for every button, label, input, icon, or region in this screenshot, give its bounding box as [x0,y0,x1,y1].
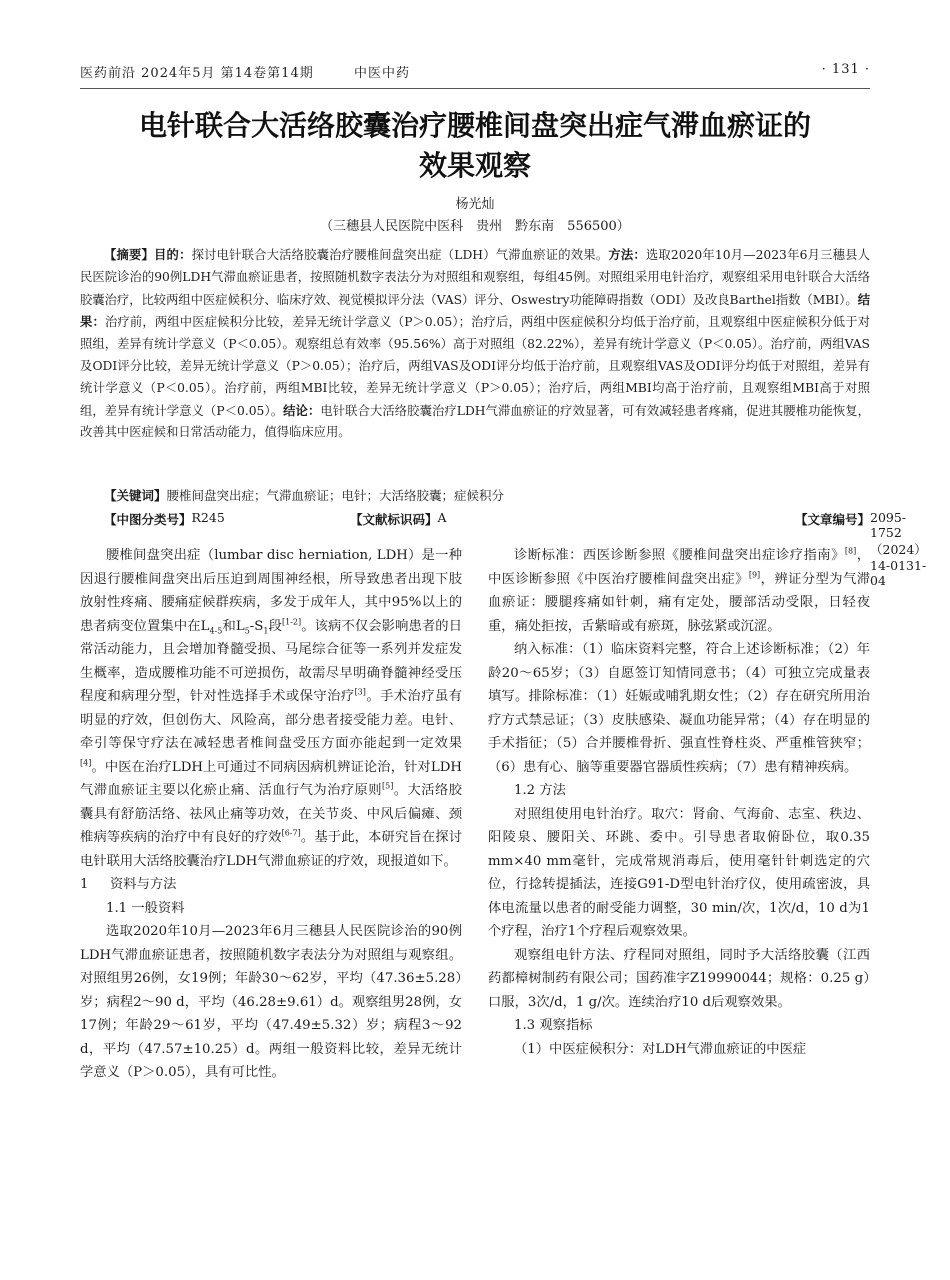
observation-method-paragraph: 观察组电针方法、疗程同对照组，同时予大活络胶囊（江西药都樟树制药有限公司；国药准字Z19990044；规格：0.25 g）口服，3次/d，1 g/次。连续治疗10 d后观察效果。 [488,947,870,1010]
classification-row [80,510,927,588]
doc-value: A [437,510,447,525]
header-rule [80,88,870,89]
clc-code [104,510,225,528]
abstract-results: 治疗前，两组中医症候积分比较，差异无统计学意义（P＞0.05）；治疗后，两组中医症候积分均低于治疗前，且观察组中医症候积分低于对照组，差异有统计学意义（P＜0.05）。观察组总有效率（95.56%）高于对照组（82.22%），差异有统计学意义（P＜0.05）。治疗前，两组VAS及ODI评分比较，差异无统计学意义（P＞0.05）；治疗后，两组VAS及ODI评分均低于治疗前，且观察组VAS及ODI评分均低于对照组，差异有统计学意义（P＜0.05）。治疗前，两组MBI比较，差异无统计学意义（P＞0.05）；治疗后，两组MBI均高于治疗前，且观察组MBI高于对照组，差异有统计学意义（P＜0.05）。 [80,315,870,418]
diagnosis-paragraph: 诊断标准：西医诊断参照《腰椎间盘突出症诊疗指南》[8]，中医诊断参照《中医治疗腰椎间盘突出症》[9]，辨证分型为气滞血瘀证：腰腿疼痛如针刺，痛有定处，腰部活动受限，日轻夜重，痛处拒按，舌紫暗或有瘀斑，脉弦紧或沉涩。 [488,546,871,634]
citation: [6-7] [281,828,301,838]
abstract-label: 【摘要】 [104,247,155,262]
abstract-conclusion: 电针联合大活络胶囊治疗LDH气滞血瘀证的疗效显著，可有效减轻患者疼痛，促进其腰椎功能恢复，改善其中医症候和日常活动能力，值得临床应用。 [80,403,870,440]
citation: [1-2] [282,617,302,627]
document-code [350,510,447,528]
general-data-paragraph: 选取2020年10月—2023年6月三穗县人民医院诊治的90例LDH气滞血瘀证患者，按照随机数字表法分为对照组与观察组。对照组男26例，女19例；年龄30～62岁，平均（47.36±5.28）岁；病程2～90 d，平均（46.28±9.61）d。观察组男28例，女17例；年龄29～61岁，平均（47.49±5.32）岁；病程3～92 d，平均（47.57±10.25）d。两组一般资料比较，差异无统计学意义（P＞0.05），具有可比性。 [80,924,462,1080]
section-1-3-heading: 1.3 观察指标 [514,1018,593,1033]
criteria-paragraph: 纳入标准：（1）临床资料完整，符合上述诊断标准；（2）年龄20～65岁；（3）自愿签订知情同意书；（4）可独立完成量表填写。排除标准：（1）妊娠或哺乳期女性；（2）存在研究所用治疗方式禁忌证；（3）皮肤感染、凝血功能异常；（4）存在明显的手术指征；（5）合并腰椎骨折、强直性脊柱炎、严重椎管狭窄；（6）患有心、脑等重要器官器质性疾病；（7）患有精神疾病。 [488,642,870,775]
citation: [9] [748,570,761,580]
citation: [5] [382,781,394,791]
page-number: · 131 · [821,62,870,77]
clc-value: R245 [191,510,225,525]
abstract-objective: 探讨电针联合大活络胶囊治疗腰椎间盘突出症（LDH）气滞血瘀证的效果。 [191,248,609,262]
section-1-heading: 1 资料与方法 [80,877,177,892]
title-line-1: 电针联合大活络胶囊治疗腰椎间盘突出症气滞血瘀证的 [138,109,811,142]
conclusion-label: 结论： [283,402,321,418]
header-left [80,62,410,81]
doc-label: 【文献标识码】 [350,512,438,527]
abstract [80,244,870,444]
article-title [80,106,870,186]
journal-name: 医药前沿 [80,66,137,81]
issue-info: 2024年5月 第14卷第14期 [141,66,314,81]
keywords-text: 腰椎间盘突出症；气滞血瘀证；电针；大活络胶囊；症候积分 [166,488,505,503]
running-header [80,62,870,84]
section-1-1-heading: 1.1 一般资料 [106,900,185,916]
left-column [80,544,462,1085]
article-no-label: 【文章编号】 [794,512,870,527]
right-column [488,544,870,1061]
section-1-2-heading: 1.2 方法 [514,783,566,798]
results-label: 结果： [80,291,870,330]
citation: [8] [844,546,857,556]
clc-label: 【中图分类号】 [104,512,192,527]
citation: [4] [80,758,92,768]
indicator-paragraph: （1）中医症候积分：对LDH气滞血瘀证的中医症 [514,1041,807,1057]
keywords-label: 【关键词】 [104,488,167,503]
article-number [794,510,927,588]
section-name: 中医中药 [354,66,411,81]
article-no-value: 2095-1752（2024）14-0131-04 [870,510,927,588]
keywords [80,486,870,504]
introduction-paragraph: 腰椎间盘突出症（lumbar disc herniation, LDH）是一种因退行腰椎间盘突出后压迫到周围神经根，所导致患者出现下肢放射性疼痛、腰痛症候群疾病，多发于成年人，其中95%以上的患者病变位置集中在$L_{4-5}$和$L_5-S_1$段[1-2]。该病不仅会影响患者的日常活动能力，且会增加脊髓受损、马尾综合征等一系列并发症发生概率，造成腰椎功能不可逆损伤，故需尽早明确脊髓神经受压程度和病理分型，针对性选择手术或保守治疗[3]。手术治疗虽有明显的疗效，但创伤大、风险高，部分患者接受能力差。电针、牵引等保守疗法在减轻患者椎间盘受压方面亦能起到一定效果[4]。中医在治疗LDH上可通过不同病因病机辨证论治，针对LDH气滞血瘀证主要以化瘀止痛、活血行气为治疗原则[5]。大活络胶囊具有舒筋活络、祛风止痛等功效，在关节炎、中风后偏瘫、颈椎病等疾病的治疗中有良好的疗效[6-7]。基于此，本研究旨在探讨电针联用大活络胶囊治疗LDH气滞血瘀证的疗效，现报道如下。 [80,548,463,869]
citation: [3] [354,687,366,697]
methods-label: 方法： [608,247,646,262]
objective-label: 目的： [154,247,192,262]
control-method-paragraph: 对照组使用电针治疗。取穴：肾俞、气海俞、志室、秩边、阳陵泉、腰阳关、环跳、委中。引导患者取俯卧位，取0.35 mm×40 mm毫针，完成常规消毒后，使用毫针针刺选定的穴位，行捻转提插法，连接G91-D型电针治疗仪，使用疏密波，具体电流量以患者的耐受能力调整，30 min/次，1次/d，10 d为1个疗程，治疗1个疗程后观察效果。 [488,806,870,939]
abstract-methods: 选取2020年10月—2023年6月三穗县人民医院诊治的90例LDH气滞血瘀证患者，按照随机数字表法分为对照组和观察组，每组45例。对照组采用电针治疗，观察组采用电针联合大活络胶囊治疗，比较两组中医症候积分、临床疗效、视觉模拟评分法（VAS）评分、Oswestry功能障碍指数（ODI）及改良Barthel指数（MBI）。 [80,248,870,307]
author-name: 杨光灿 [455,197,495,212]
author-affiliation: （三穗县人民医院中医科 贵州 黔东南 556500） [320,219,630,234]
title-line-2: 效果观察 [418,149,531,182]
